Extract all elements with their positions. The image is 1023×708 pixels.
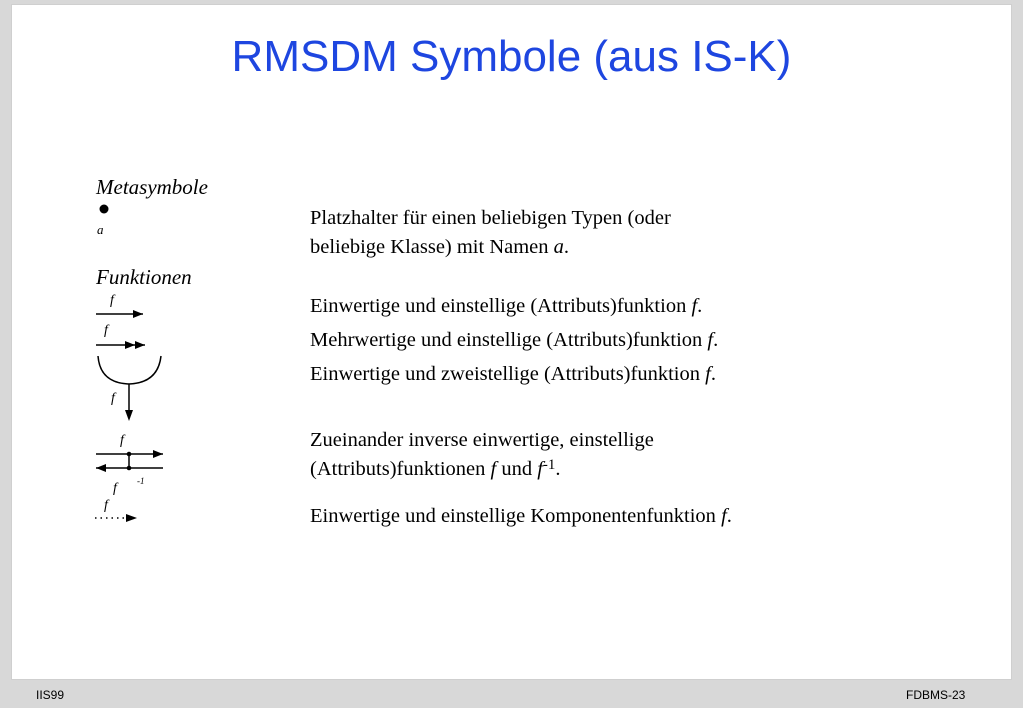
inverse-exponent-label: -1 (137, 476, 145, 486)
placeholder-description-line1: Platzhalter für einen beliebigen Typen (oder (310, 207, 671, 229)
placeholder-label: a (97, 222, 104, 237)
inverse-description-line1: Zueinander inverse einwertige, einstellige (310, 429, 654, 451)
inverse-description-line2: (Attributs)funktionen f und $f^{-1}$. (310, 457, 561, 480)
component-function-symbol (95, 498, 137, 522)
function-label: f (104, 323, 108, 338)
function-label: f (120, 433, 124, 448)
component-description: Einwertige und einstellige Komponentenfunktion f. (310, 505, 732, 527)
section-functions: Funktionen (96, 265, 192, 289)
two-place-description: Einwertige und zweistellige (Attributs)funktion f. (310, 363, 716, 385)
function-label: f (110, 293, 114, 308)
slide-title: RMSDM Symbole (aus IS-K) (231, 32, 792, 81)
placeholder-description-line2: beliebige Klasse) mit Namen a. (310, 236, 570, 258)
footer-left: IIS99 (36, 688, 65, 702)
placeholder-symbol (97, 205, 109, 238)
two-place-function-symbol (98, 356, 161, 421)
placeholder-dot-icon (100, 205, 109, 214)
single-valued-description: Einwertige und einstellige (Attributs)funktion f. (310, 295, 703, 317)
inverse-description (310, 426, 654, 484)
multi-valued-description: Mehrwertige und einstellige (Attributs)funktion f. (310, 329, 719, 351)
single-valued-function-symbol (96, 293, 143, 318)
section-metasymbols: Metasymbole (96, 175, 208, 199)
function-label: f (111, 391, 115, 406)
function-label: f (104, 498, 108, 513)
arc-icon (98, 356, 161, 384)
inverse-functions-symbol (96, 433, 163, 496)
function-label: f (113, 481, 117, 496)
multi-valued-function-symbol (96, 323, 145, 349)
placeholder-description (310, 204, 671, 262)
footer-right: FDBMS-23 (906, 688, 966, 702)
